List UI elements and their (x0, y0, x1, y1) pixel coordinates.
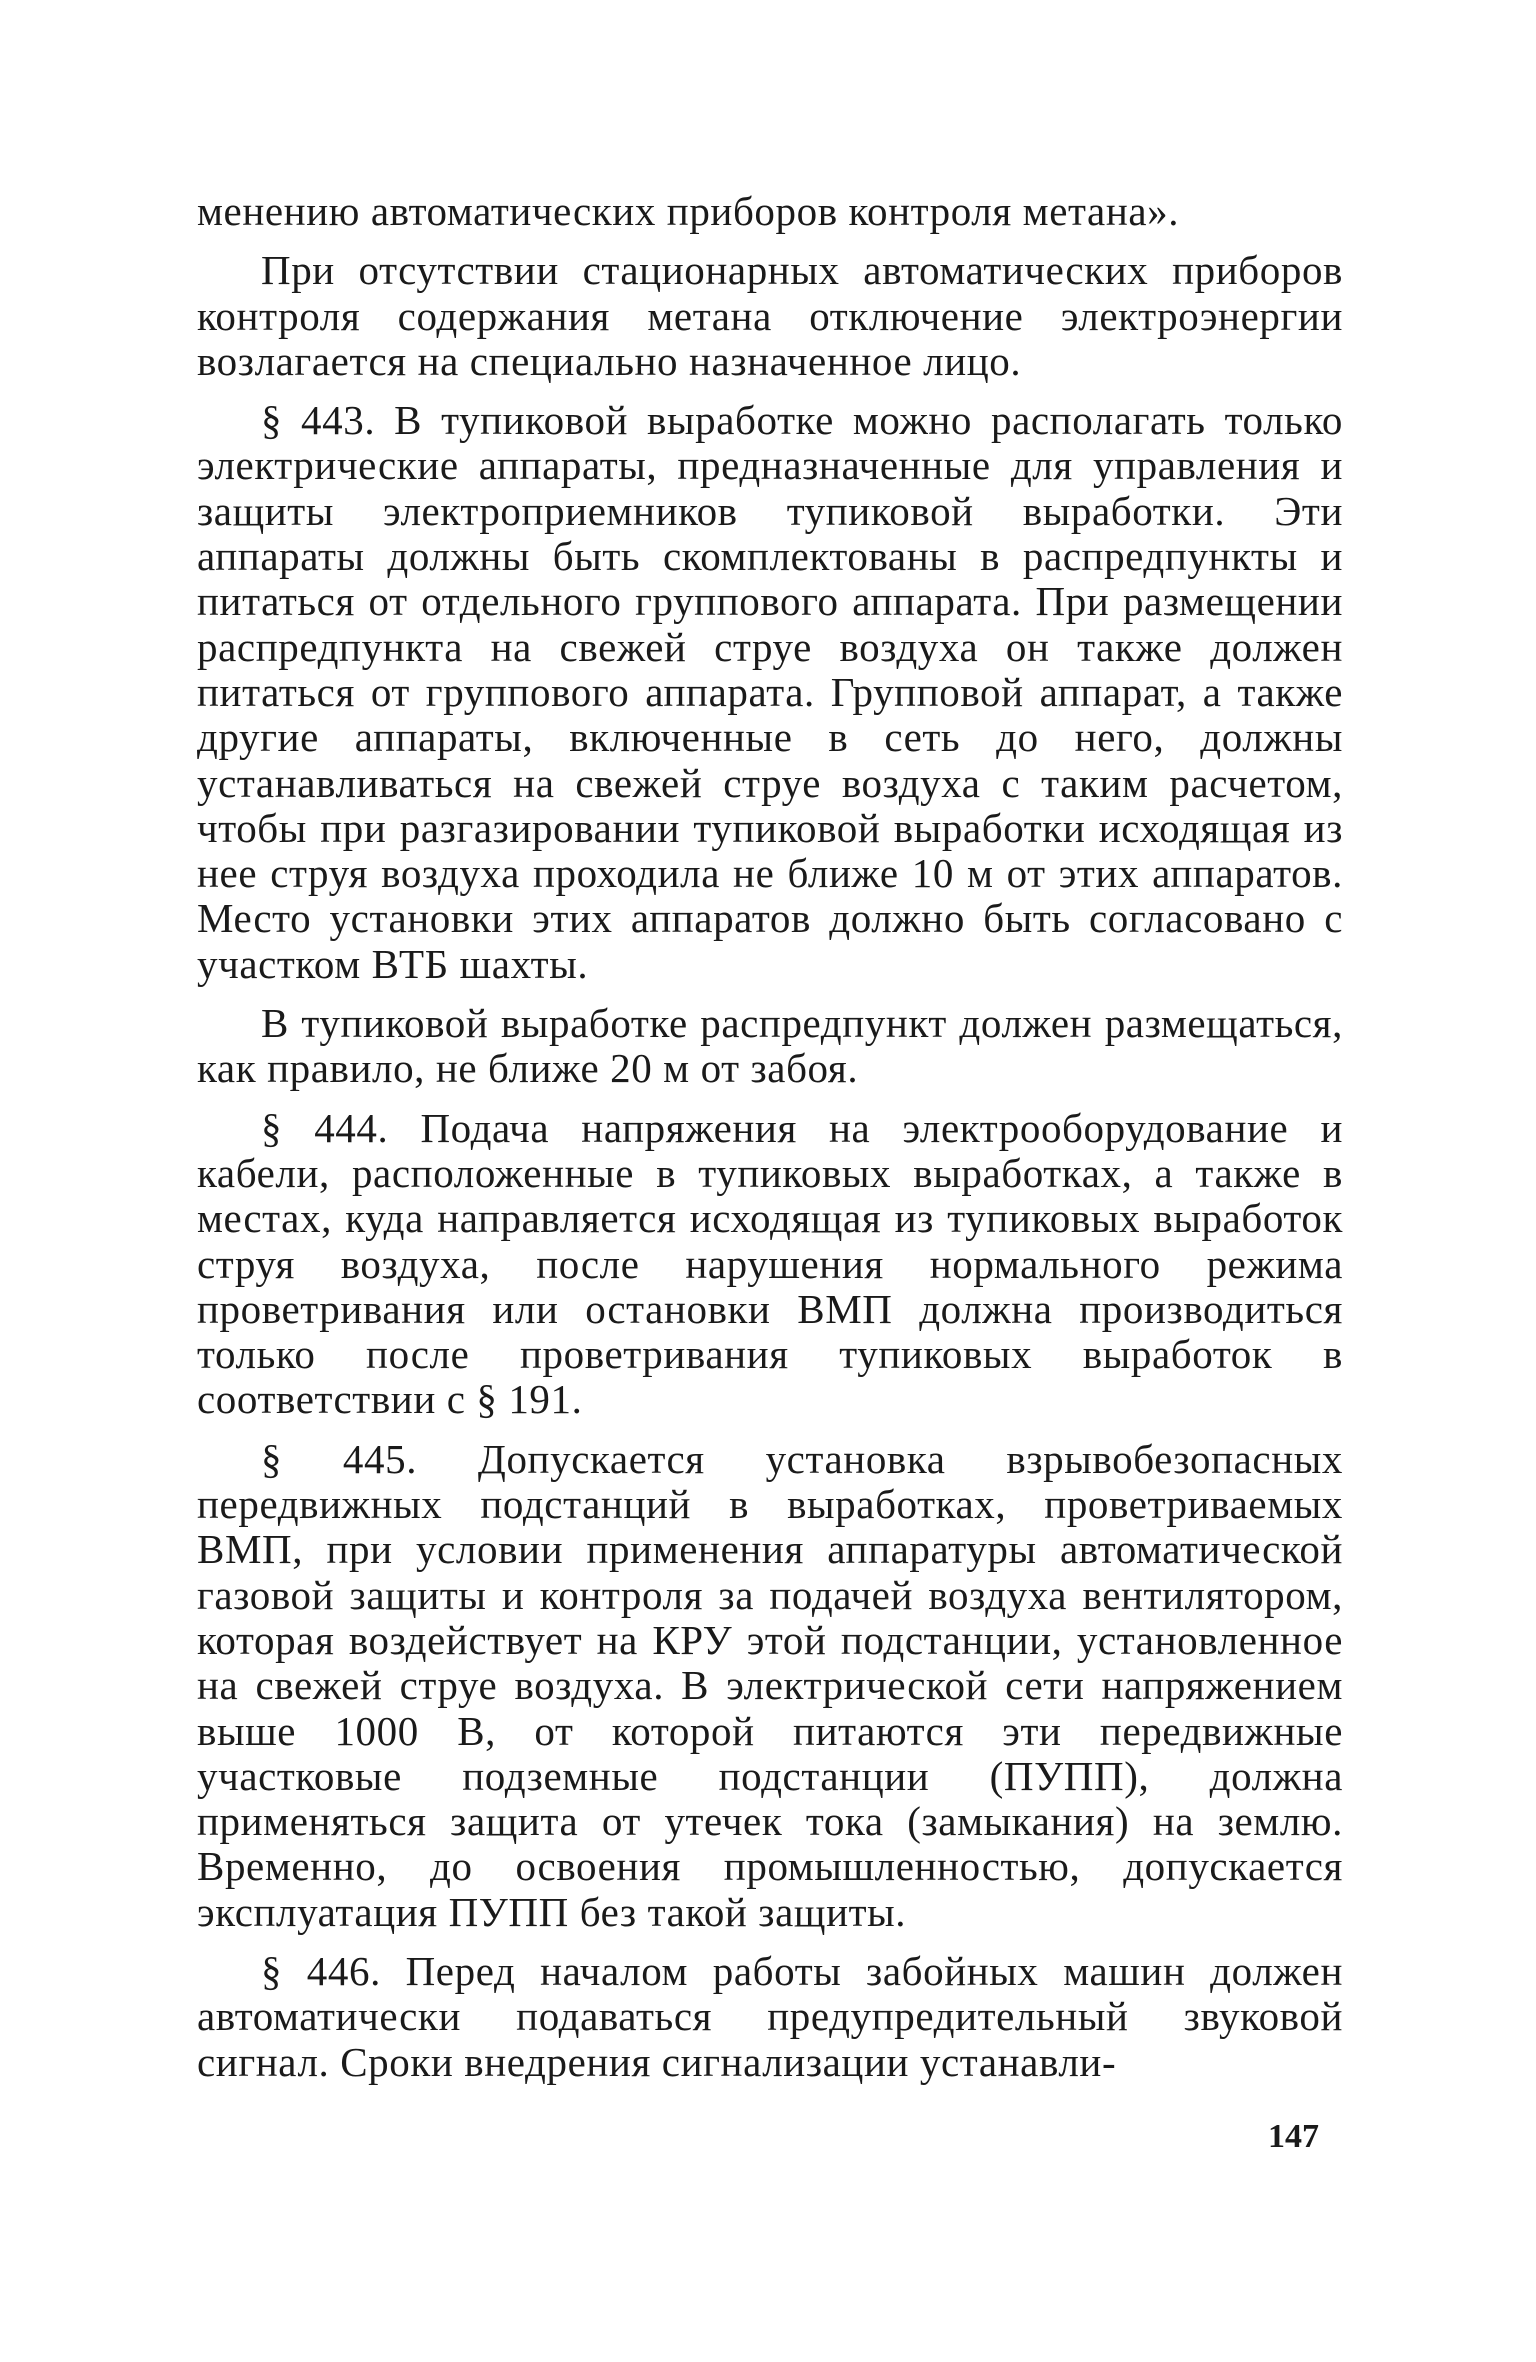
paragraph-section-445: § 445. Допускается установка взрывобезопасных передвижных подстанций в выработках, проветриваемых ВМП, при условии применения аппаратуры автоматической газовой защиты и контроля за подачей воздуха вентилятором, которая воздействует на КРУ этой подстанции, установленное на свежей струе воздуха. В электрической сети напряжением выше 1000 В, от которой питаются эти передвижные участковые подземные подстанции (ПУПП), должна применяться защита от утечек тока (замыкания) на землю. Временно, до освоения промышленностью, допускается эксплуатация ПУПП без такой защиты. (197, 1435, 1343, 1935)
page-number: 147 (1268, 2118, 1319, 2155)
paragraph-section-443: § 443. В тупиковой выработке можно располагать только электрические аппараты, предназначенные для управления и защиты электроприемников тупиковой выработки. Эти аппараты должны быть скомплектованы в распредпункты и питаться от отдельного группового аппарата. При размещении распредпункта на свежей струе воздуха он также должен питаться от группового аппарата. Групповой аппарат, а также другие аппараты, включенные в сеть до него, должны устанавливаться на свежей струе воздуха с таким расчетом, чтобы при разгазировании тупиковой выработки исходящая из нее струя воздуха проходила не ближе 10 м от этих аппаратов. Место установки этих аппаратов должно быть согласовано с участком ВТБ шахты. (197, 397, 1343, 987)
paragraph-section-444: § 444. Подача напряжения на электрооборудование и кабели, расположенные в тупиковых выработках, а также в местах, куда направляется исходящая из тупиковых выработок струя воздуха, после нарушения нормального режима проветривания или остановки ВМП должна производиться только после проветривания тупиковых выработок в соответствии с § 191. (197, 1104, 1343, 1423)
body-text (197, 189, 1343, 2099)
paragraph-section-446: § 446. Перед началом работы забойных машин должен автоматически подаваться предупредительный звуковой сигнал. Сроки внедрения сигнализации устанавли- (197, 1947, 1343, 2085)
paragraph-continuation: менению автоматических приборов контроля метана». (197, 188, 1180, 234)
paragraph-methane-control: При отсутствии стационарных автоматических приборов контроля содержания метана отключение электроэнергии возлагается на специально назначенное лицо. (197, 247, 1343, 384)
paragraph-distribution-point: В тупиковой выработке распредпункт должен размещаться, как правило, не ближе 20 м от забоя. (197, 1000, 1343, 1092)
